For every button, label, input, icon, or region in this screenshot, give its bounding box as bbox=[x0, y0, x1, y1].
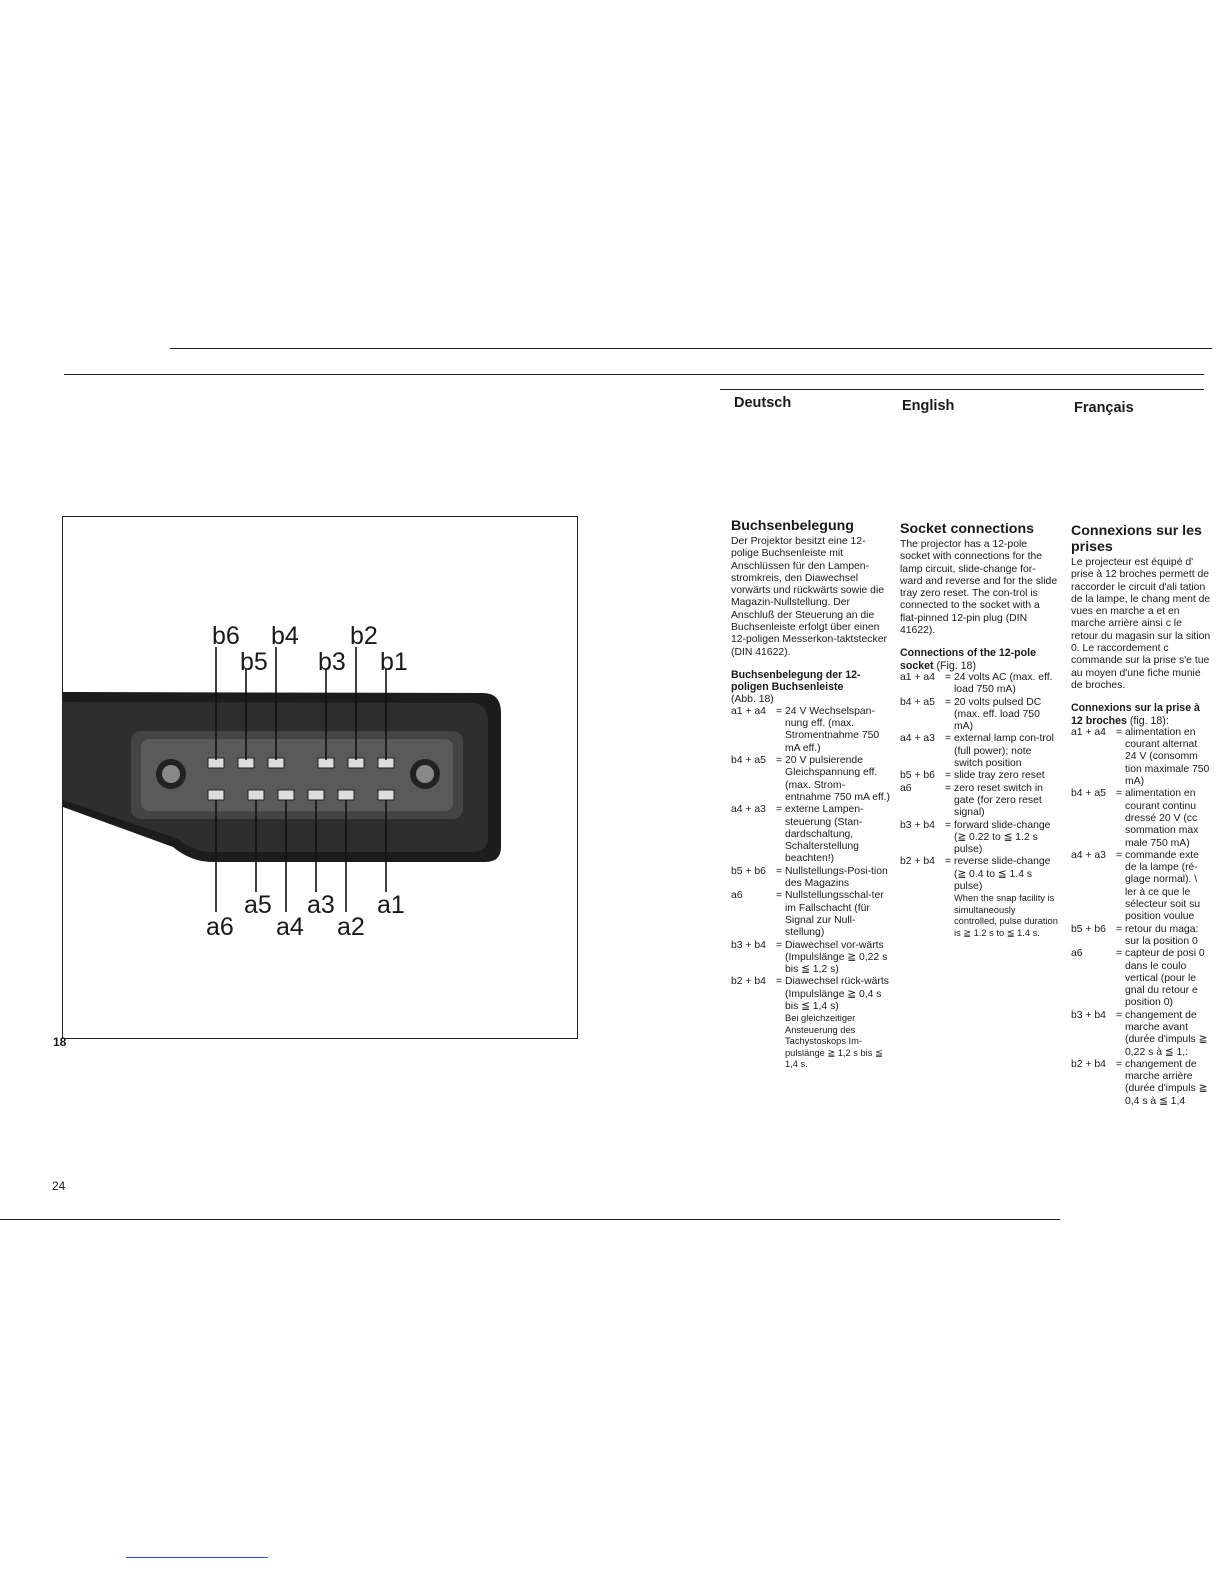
title-deutsch: Buchsenbelegung bbox=[731, 518, 854, 534]
list-item: a6 = Nullstellungsschal-ter im Fallschacht (für Signal zur Null-stellung) bbox=[731, 890, 884, 939]
list-item: b2 + b4 = changement de marche arrière (durée d'impuls ≧ 0,4 s à ≦ 1,4 bbox=[1071, 1058, 1208, 1107]
title-francais: Connexions sur les prises bbox=[1071, 523, 1202, 555]
footer-link-line bbox=[126, 1557, 268, 1558]
list-item: b4 + a5 = alimentation en courant continu dressé 20 V (cc sommation max male 750 mA) bbox=[1071, 788, 1199, 849]
intro-english: The projector has a 12-pole socket with connections for the lamp circuit, slide-change for-ward and reverse and for the slide tray zero reset. The con-trol is connected to the socket with a flat-pinned 12-pin plug (DIN 41622). bbox=[900, 539, 1058, 637]
intro-francais: Le projecteur est équipé d' prise à 12 broches permett de raccorder le circuit d'ali tation de la lampe, le chang ment de vues en marche a et en marche arrière ainsi c le retour du magasin sur la sition 0. Le raccordement c commande sur la prise s'e tue au moyen d'une fiche munie de broches. bbox=[1071, 557, 1211, 691]
list-item: b3 + b4 = forward slide-change (≧ 0.22 to ≦ 1.2 s pulse) bbox=[900, 819, 1051, 856]
header-deutsch: Deutsch bbox=[734, 395, 792, 411]
label-a3: a3 bbox=[307, 891, 335, 919]
figure-number: 18 bbox=[53, 1035, 67, 1049]
subtitle-francais: Connexions sur la prise à 12 broches (fig. 18): bbox=[1071, 702, 1200, 727]
label-b4: b4 bbox=[271, 622, 299, 650]
title-english: Socket connections bbox=[900, 521, 1035, 537]
label-b3: b3 bbox=[318, 648, 346, 676]
list-item: b5 + b6 = Nullstellungs-Posi-tion des Magazins bbox=[731, 865, 888, 890]
label-b6: b6 bbox=[212, 622, 240, 650]
list-item: a4 + a3 = external lamp con-trol (full power); note switch position bbox=[900, 733, 1054, 770]
label-a4: a4 bbox=[276, 913, 304, 941]
list-item: b5 + b6 = slide tray zero reset bbox=[900, 770, 1045, 782]
label-b5: b5 bbox=[240, 648, 268, 676]
list-item: b2 + b4 = Diawechsel rück-wärts (Impulslänge ≧ 0,4 s bis ≦ 1,4 s) Bei gleichzeitiger Ansteuerung des Tachystoskops Im-pulslänge ≧ 1,2 s bis ≦ 1,4 s. bbox=[731, 976, 891, 1070]
top-rule-3 bbox=[720, 389, 1204, 390]
label-a5: a5 bbox=[244, 891, 272, 919]
label-a2: a2 bbox=[337, 913, 365, 941]
list-item: a6 = capteur de posi 0 dans le coulo vertical (pour le gnal du retour e position 0) bbox=[1071, 948, 1205, 1009]
header-english: English bbox=[902, 398, 955, 414]
list-item: b4 + a5 = 20 V pulsierende Gleichspannung eff. (max. Strom-entnahme 750 mA eff.) bbox=[731, 755, 890, 803]
top-rule-1 bbox=[170, 348, 1212, 349]
list-item: a6 = zero reset switch in gate (for zero reset signal) bbox=[900, 782, 1043, 819]
bottom-rule bbox=[0, 1219, 1060, 1220]
subtitle-deutsch: Buchsenbelegung der 12-poligen Buchsenleiste bbox=[731, 668, 861, 694]
list-item: a1 + a4 = 24 volts AC (max. eff. load 750 mA) bbox=[900, 671, 1053, 696]
note-english: When the snap facility is simultaneously controlled, pulse duration is ≧ 1.2 s to ≦ 1.4 s. bbox=[954, 893, 1058, 938]
column-francais bbox=[1071, 523, 1211, 1108]
intro-deutsch: Der Projektor besitzt eine 12-polige Buchsenleiste mit Anschlüssen für den Lampen-stromkreis, den Diawechsel vorwärts und rückwärts sowie die Magazin-Nullstellung. Der Anschluß der Steuerung an die Buchsenleiste erfolgt über einen 12-poligen Messerkon-taktstecker (DIN 41622). bbox=[731, 536, 887, 658]
label-b2: b2 bbox=[350, 622, 378, 650]
label-a1: a1 bbox=[377, 891, 405, 919]
header-francais: Français bbox=[1074, 400, 1134, 416]
column-english bbox=[900, 521, 1058, 939]
note-deutsch: Bei gleichzeitiger Ansteuerung des Tachystoskops Im-pulslänge ≧ 1,2 s bis ≦ 1,4 s. bbox=[785, 1013, 883, 1069]
label-a6: a6 bbox=[206, 913, 234, 941]
list-item: b3 + b4 = Diawechsel vor-wärts (Impulslänge ≧ 0,22 s bis ≦ 1,2 s) bbox=[731, 939, 888, 976]
list-item: b5 + b6 = retour du maga: sur la position 0 bbox=[1071, 923, 1199, 947]
socket-figure bbox=[63, 517, 577, 1038]
label-b1: b1 bbox=[380, 648, 408, 676]
top-rule-2 bbox=[64, 374, 1204, 375]
list-item: b2 + b4 = reverse slide-change (≧ 0.4 to ≦ 1.4 s pulse) When the snap facility is simultaneously controlled, pulse duration is ≧ 1.2 s to ≦ 1.4 s. bbox=[900, 856, 1058, 938]
subtitle-english: Connections of the 12-pole socket (Fig. 18) bbox=[900, 647, 1036, 672]
subtitle-ref-deutsch: (Abb. 18) bbox=[731, 693, 774, 705]
list-item: a4 + a3 = commande exte de la lampe (ré-glage normal). \ ler à ce que le sélecteur soit su position voulue bbox=[1071, 849, 1201, 923]
list-item: b4 + a5 = 20 volts pulsed DC (max. eff. load 750 mA) bbox=[900, 696, 1042, 733]
list-item: a1 + a4 = 24 V Wechselspan-nung eff. (max. Stromentnahme 750 mA eff.) bbox=[731, 705, 880, 754]
list-item: a4 + a3 = externe Lampen-steuerung (Stan-dardschaltung, Schalterstellung beachten!) bbox=[731, 804, 864, 865]
list-item: a1 + a4 = alimentation en courant alternat 24 V (consomm tion maximale 750 mA) bbox=[1071, 726, 1210, 788]
list-item: b3 + b4 = changement de marche avant (durée d'impuls ≧ 0,22 s à ≦ 1,: bbox=[1071, 1009, 1208, 1058]
column-deutsch bbox=[731, 518, 891, 1070]
page-number: 24 bbox=[52, 1179, 66, 1193]
